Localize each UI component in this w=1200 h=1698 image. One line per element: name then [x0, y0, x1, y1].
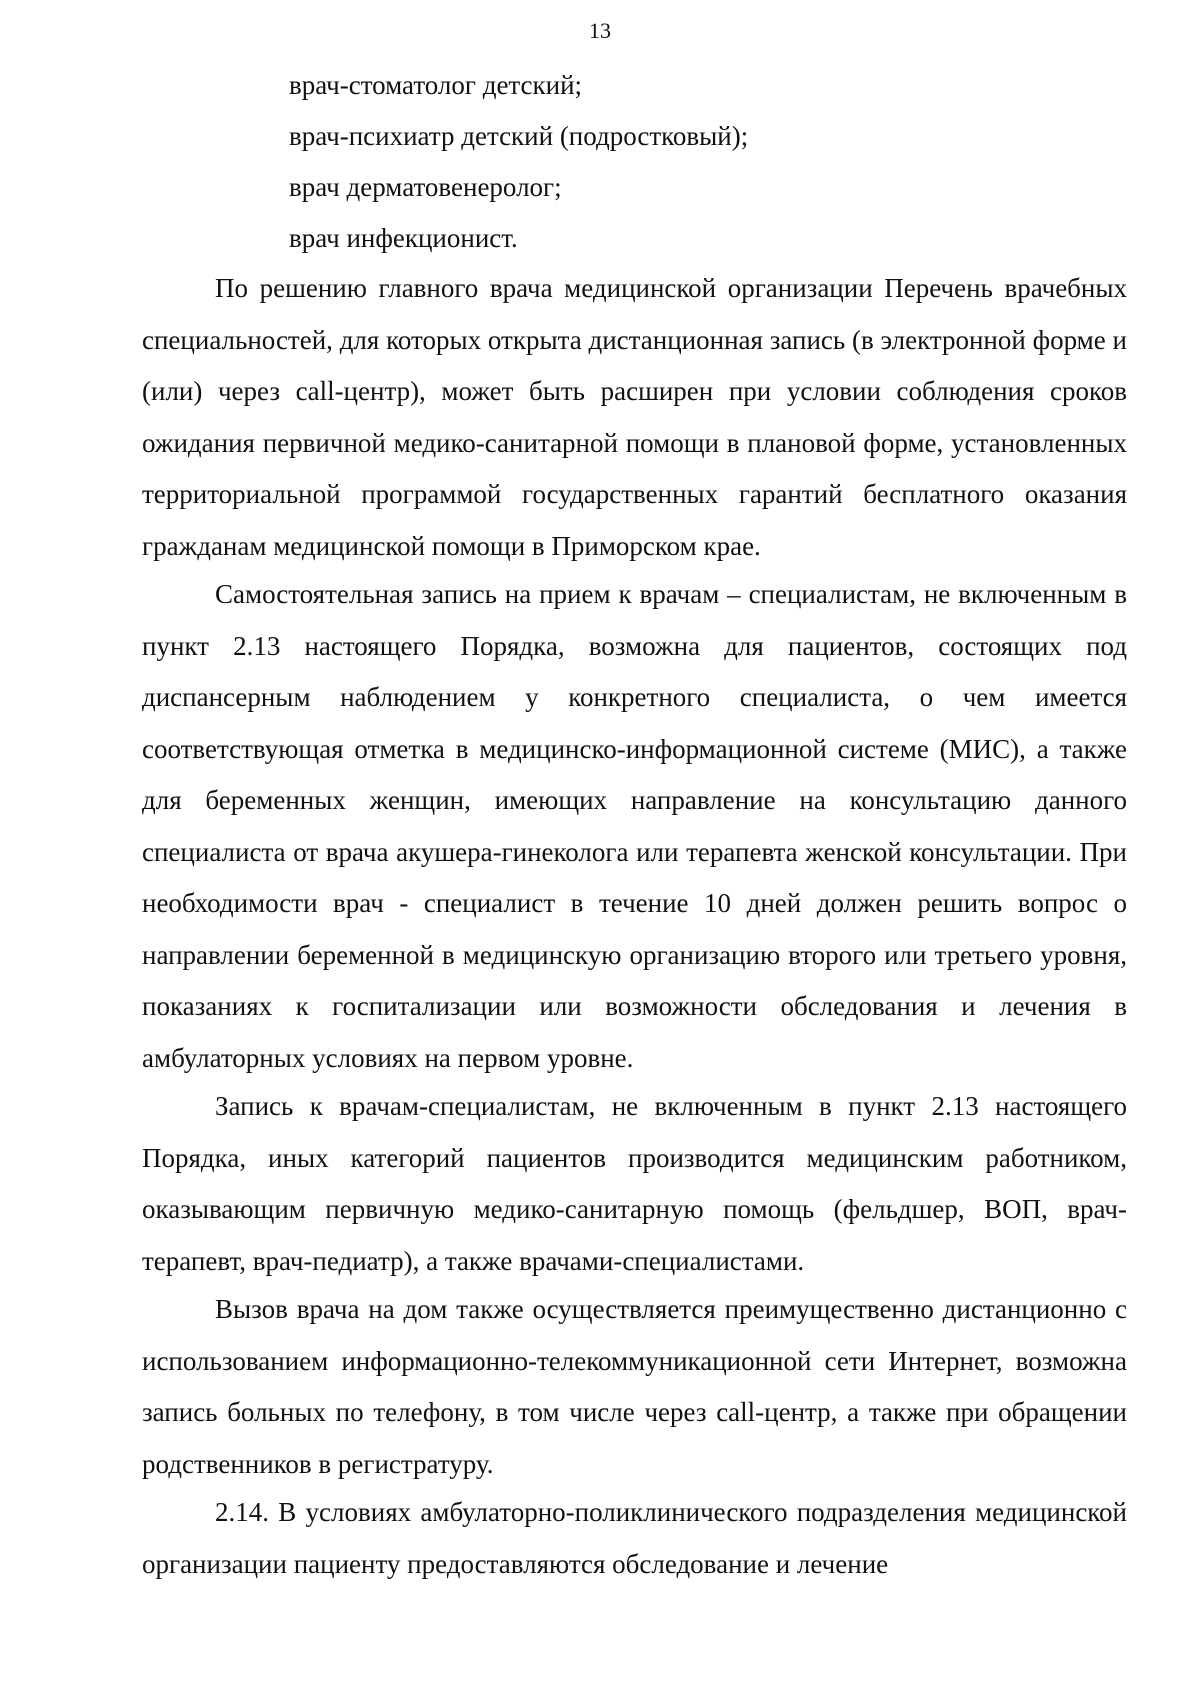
list-item: врач-психиатр детский (подростковый); [289, 121, 749, 151]
list-item: врач дерматовенеролог; [289, 172, 562, 202]
paragraph-home-visit: Вызов врача на дом также осуществляется преимущественно дистанционно с использованием информационно-телекоммуникационной сети Интернет, возможна запись больных по телефону, в том числе через call-центр, а также при обращении родственников в регистратуру. [142, 1294, 1127, 1479]
page-number: 13 [589, 18, 611, 43]
paragraph-expansion: По решению главного врача медицинской организации Перечень врачебных специальностей, для которых открыта дистанционная запись (в электронной форме и (или) через call-центр), может быть расширен при условии соблюдения сроков ожидания первичной медико-санитарной помощи в плановой форме, установленных территориальной программой государственных гарантий бесплатного оказания гражданам медицинской помощи в Приморском крае. [142, 273, 1127, 561]
document-body [142, 60, 1127, 1590]
list-item: врач инфекционист. [289, 223, 518, 253]
paragraph-other-categories: Запись к врачам-специалистам, не включенным в пункт 2.13 настоящего Порядка, иных категорий пациентов производится медицинским работником, оказывающим первичную медико-санитарную помощь (фельдшер, ВОП, врач-терапевт, врач-педиатр), а также врачами-специалистами. [142, 1091, 1127, 1276]
list-item: врач-стоматолог детский; [289, 70, 583, 100]
specialist-list [142, 60, 1127, 264]
paragraph-2-14: 2.14. В условиях амбулаторно-поликлинического подразделения медицинской организации пациенту предоставляются обследование и лечение [142, 1497, 1127, 1579]
paragraph-self-registration: Самостоятельная запись на прием к врачам – специалистам, не включенным в пункт 2.13 настоящего Порядка, возможна для пациентов, состоящих под диспансерным наблюдением у конкретного специалиста, о чем имеется соответствующая отметка в медицинско-информационной системе (МИС), а также для беременных женщин, имеющих направление на консультацию данного специалиста от врача акушера-гинеколога или терапевта женской консультации. При необходимости врач - специалист в течение 10 дней должен решить вопрос о направлении беременной в медицинскую организацию второго или третьего уровня, показаниях к госпитализации или возможности обследования и лечения в амбулаторных условиях на первом уровне. [142, 579, 1127, 1073]
